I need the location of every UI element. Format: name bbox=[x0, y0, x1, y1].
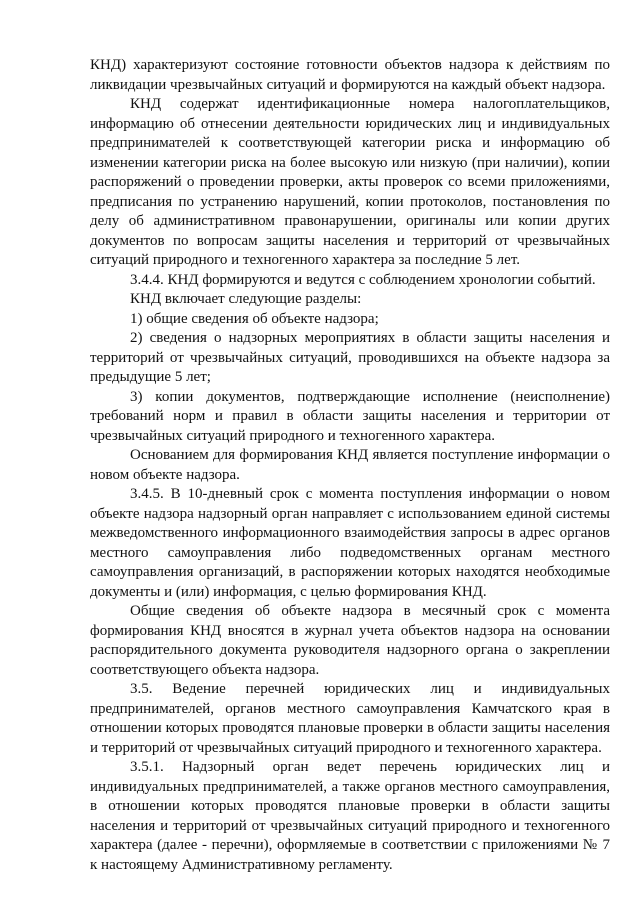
list-item-3: 3) копии документов, подтверждающие исполнение (неисполнение) требований норм и правил в области защиты населения и территории от чрезвычайных ситуаций природного и техногенного характера. bbox=[90, 388, 610, 444]
paragraph-7: Общие сведения об объекте надзора в месячный срок с момента формирования КНД вносятся в журнал учета объектов надзора на основании распорядительного документа руководителя надзорного органа о закреплении соответствующего объекта надзора. bbox=[90, 603, 610, 678]
document-page bbox=[90, 56, 610, 875]
paragraph-3: 3.4.4. КНД формируются и ведутся с соблюдением хронологии событий. bbox=[130, 271, 596, 288]
paragraph-1: КНД) характеризуют состояние готовности объектов надзора к действиям по ликвидации чрезвычайных ситуаций и формируются на каждый объект надзора. bbox=[90, 57, 610, 93]
section-heading-3-5: 3.5. Ведение перечней юридических лиц и индивидуальных предпринимателей, органов местного самоуправления Камчатского края в отношении которых проводятся плановые проверки в области защиты населения и территорий от чрезвычайных ситуаций природного и техногенного характера. bbox=[90, 681, 610, 756]
list-item-1: 1) общие сведения об объекте надзора; bbox=[130, 310, 379, 327]
paragraph-5: Основанием для формирования КНД является поступление информации о новом объекте надзора. bbox=[90, 447, 610, 483]
paragraph-6: 3.4.5. В 10-дневный срок с момента поступления информации о новом объекте надзора надзорный орган направляет с использованием единой системы межведомственного информационного взаимодействия запросы в адрес органов местного самоуправления либо подведомственных органам местного самоуправления организаций, в распоряжении которых находятся необходимые документы и (или) информация, с целью формирования КНД. bbox=[90, 486, 610, 600]
paragraph-8: 3.5.1. Надзорный орган ведет перечень юридических лиц и индивидуальных предпринимателей, а также органов местного самоуправления, в отношении которых проводятся плановые проверки в области защиты населения и территорий от чрезвычайных ситуаций природного и техногенного характера (далее - перечни), оформляемые в соответствии с приложениями № 7 к настоящему Административному регламенту. bbox=[90, 759, 610, 873]
paragraph-2: КНД содержат идентификационные номера налогоплательщиков, информацию об отнесении деятельности юридических лиц и индивидуальных предпринимателей к соответствующей категории риска и информацию об изменении категории риска на более высокую или низкую (при наличии), копии распоряжений о проведении проверки, акты проверок со всеми приложениями, предписания по устранению нарушений, копии протоколов, постановления по делу об административном правонарушении, оригиналы или копии других документов по вопросам защиты населения и территорий от чрезвычайных ситуаций природного и техногенного характера за последние 5 лет. bbox=[90, 96, 610, 268]
paragraph-4: КНД включает следующие разделы: bbox=[130, 291, 362, 307]
list-item-2: 2) сведения о надзорных мероприятиях в области защиты населения и территорий от чрезвычайных ситуаций, проводившихся на объекте надзора за предыдущие 5 лет; bbox=[90, 330, 610, 385]
